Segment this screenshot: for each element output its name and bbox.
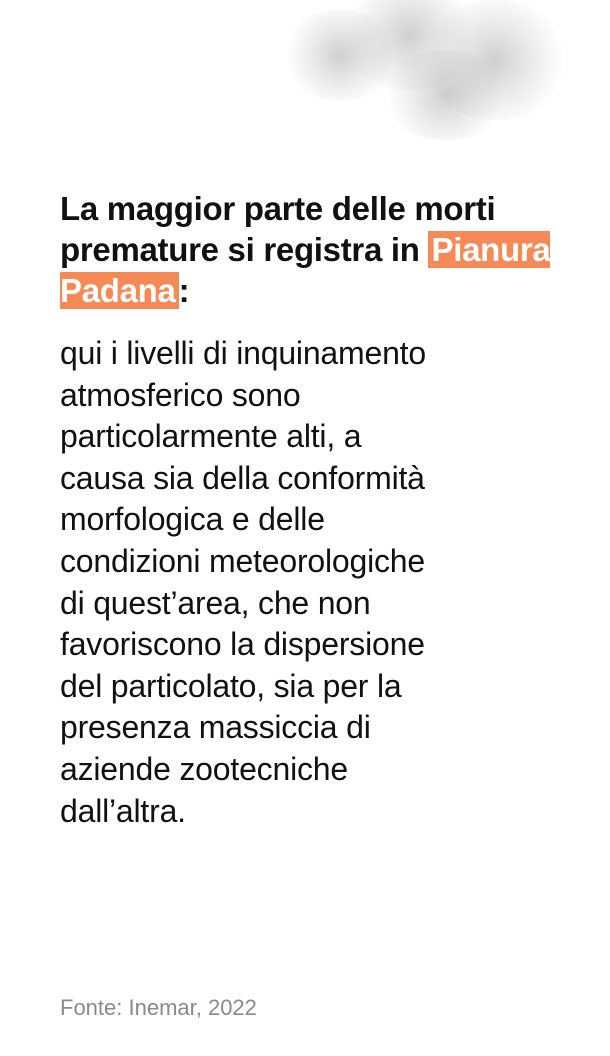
body-line: condizioni meteorologiche: [60, 542, 426, 579]
body-line: particolarmente alti, a: [60, 418, 362, 455]
body-line: atmosferico sono: [60, 376, 301, 413]
body-line: aziende zootecniche: [60, 750, 348, 787]
smoke-puff: [280, 10, 400, 100]
body-paragraph: [60, 333, 580, 832]
body-line: dall’altra.: [60, 792, 186, 829]
headline: [60, 188, 580, 311]
body-line: di quest’area, che non: [60, 584, 371, 621]
smoke-puff: [340, 0, 480, 90]
body-line: qui i livelli di inquinamento: [60, 335, 426, 371]
body-line: morfologica e delle: [60, 501, 325, 538]
body-line: causa sia della conformità: [60, 459, 425, 496]
headline-lead: La maggior parte delle morti premature si registra in: [60, 190, 496, 268]
body-line: presenza massiccia di: [60, 709, 371, 746]
source-note: Fonte: Inemar, 2022: [60, 995, 257, 1020]
smoke-puff: [380, 50, 510, 140]
body-line: favoriscono la dispersione: [60, 626, 425, 663]
smoke-puff: [420, 0, 570, 120]
headline-highlight: Pianura Padana: [60, 231, 551, 309]
smoke-illustration: [270, 0, 590, 150]
headline-trail: :: [178, 272, 190, 309]
body-line: del particolato, sia per la: [60, 667, 402, 704]
